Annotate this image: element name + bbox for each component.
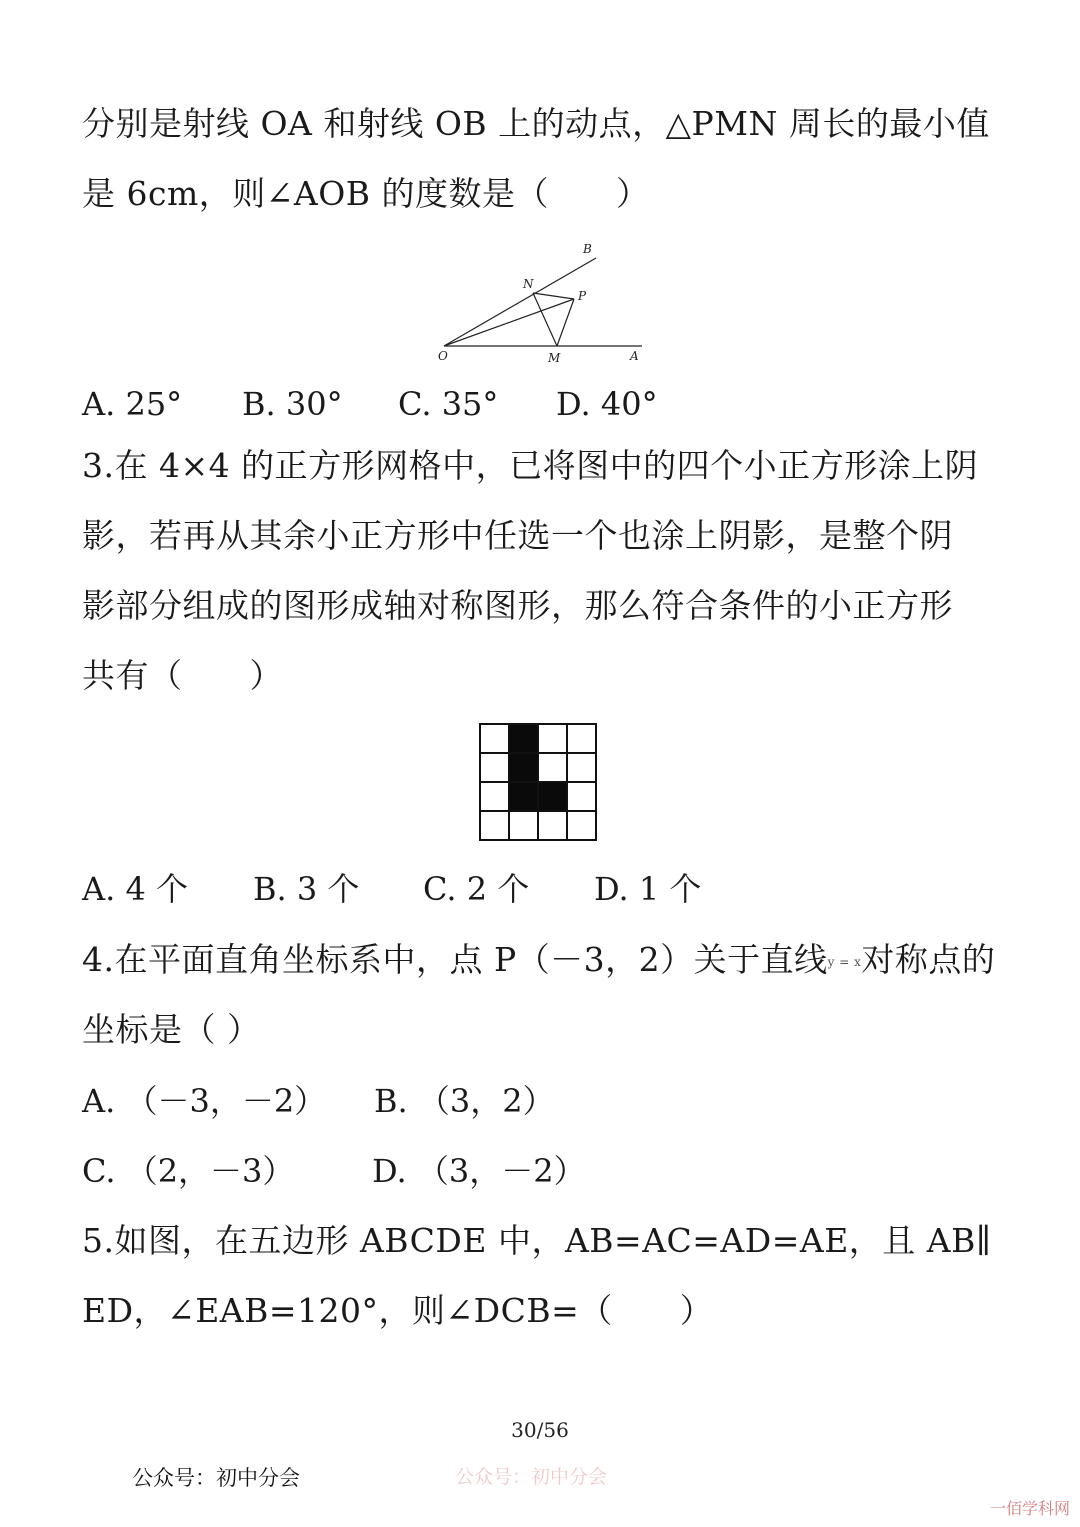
q3-text-line-4: 共有（ ） [82, 656, 283, 695]
segment-nm [533, 293, 557, 346]
q2-option-c: C. 35° [398, 385, 499, 423]
grid-cell [567, 724, 596, 753]
q4-text-line-1 [82, 938, 995, 984]
q4-line-equation: y = x [827, 955, 862, 969]
q4-text-line-2: 坐标是（ ） [82, 1010, 261, 1049]
grid-cell [480, 724, 509, 753]
q4-option-a: A. （－3，－2） [82, 1082, 327, 1120]
q4-option-d: D. （3，－2） [372, 1152, 586, 1190]
grid-cell [480, 753, 509, 782]
label-a: A [630, 349, 639, 363]
segment-pm [557, 299, 574, 346]
page-number: 30/56 [511, 1418, 569, 1442]
q3-square-grid [479, 723, 597, 841]
grid-cell [538, 811, 567, 840]
grid-cell [480, 811, 509, 840]
corner-watermark: 一佰学科网 [989, 1499, 1070, 1518]
label-n: N [523, 277, 534, 291]
q2-text-line-2: 是 6cm，则∠AOB 的度数是（ ） [82, 174, 650, 213]
q2-angle-figure [430, 236, 650, 370]
q3-option-a: A. 4 个 [82, 870, 188, 908]
grid-cell [538, 724, 567, 753]
q2-option-a: A. 25° [82, 385, 183, 423]
q4-line-1-end: 对称点的 [861, 940, 996, 979]
label-m: M [548, 351, 561, 365]
grid-cell [509, 811, 538, 840]
q3-option-c: C. 2 个 [423, 870, 530, 908]
footer-account: 公众号：初中分会 [132, 1466, 300, 1490]
grid-cell-shaded [538, 782, 567, 811]
footer-watermark: 公众号：初中分会 [455, 1466, 608, 1488]
grid-cell [567, 753, 596, 782]
label-o: O [438, 349, 448, 363]
grid-cell [538, 753, 567, 782]
grid-cell-shaded [509, 753, 538, 782]
grid-cell-shaded [509, 782, 538, 811]
q3-text-line-3: 影部分组成的图形成轴对称图形，那么符合条件的小正方形 [82, 586, 953, 625]
label-b: B [583, 242, 592, 256]
label-p: P [578, 289, 587, 303]
q3-text-line-2: 影，若再从其余小正方形中任选一个也涂上阴影，是整个阴 [82, 516, 953, 555]
q5-text-line-2: ED，∠EAB=120°，则∠DCB=（ ） [82, 1291, 714, 1330]
grid-cell [480, 782, 509, 811]
grid-cell [567, 811, 596, 840]
segment-op [444, 299, 574, 346]
grid-cell [567, 782, 596, 811]
segment-np [533, 293, 574, 299]
q4-option-b: B. （3，2） [374, 1082, 555, 1120]
q2-text-line-1: 分别是射线 OA 和射线 OB 上的动点，△PMN 周长的最小值 [82, 104, 990, 143]
q3-option-d: D. 1 个 [594, 870, 702, 908]
q4-option-c: C. （2，－3） [82, 1152, 295, 1190]
q4-line-1-start: 4.在平面直角坐标系中，点 P（－3，2）关于直线 [82, 940, 828, 979]
q5-text-line-1: 5.如图，在五边形 ABCDE 中，AB=AC=AD=AE，且 AB∥ [82, 1221, 992, 1260]
grid-cell-shaded [509, 724, 538, 753]
q2-option-d: D. 40° [556, 385, 658, 423]
q2-option-b: B. 30° [242, 385, 343, 423]
q3-option-b: B. 3 个 [253, 870, 360, 908]
q3-text-line-1: 3.在 4×4 的正方形网格中，已将图中的四个小正方形涂上阴 [82, 446, 979, 485]
